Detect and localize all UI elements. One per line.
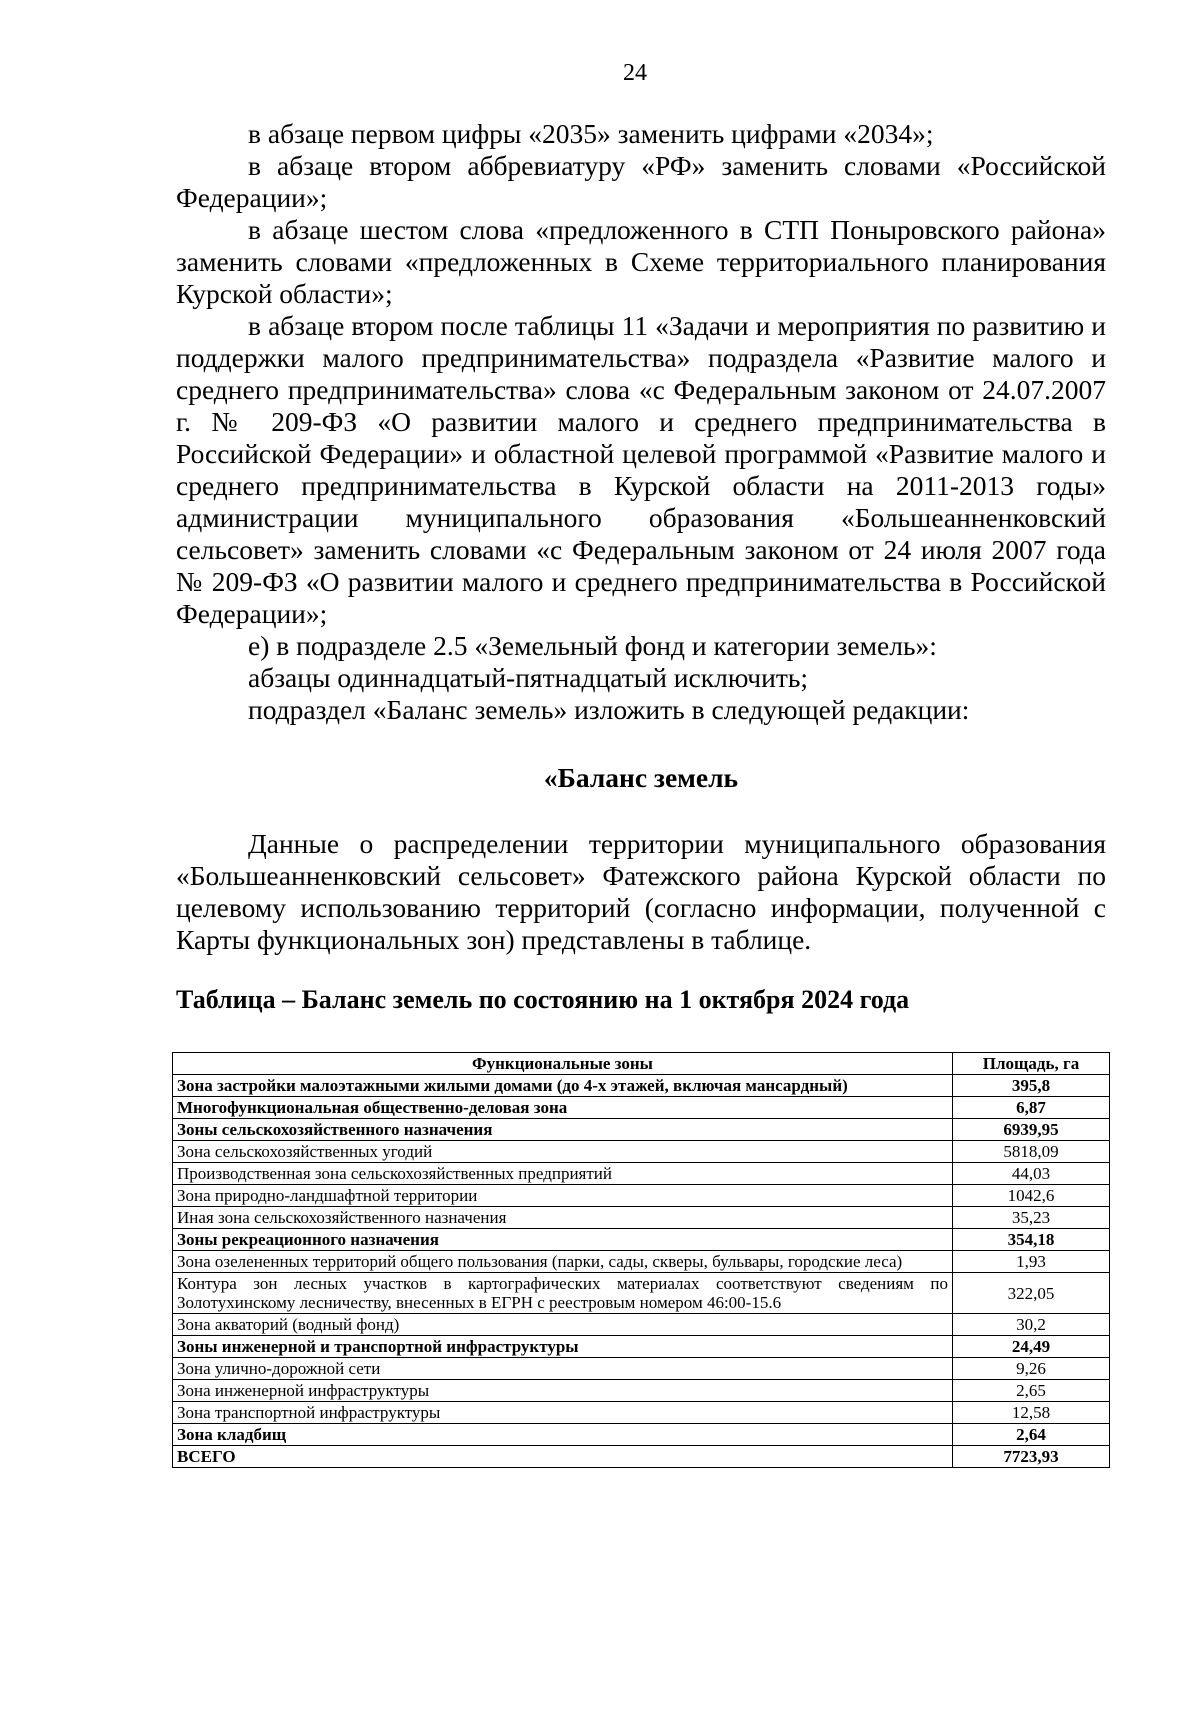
table-row	[173, 1358, 1110, 1380]
paragraph: в абзаце первом цифры «2035» заменить цифрами «2034»;	[248, 118, 934, 149]
zone-area-cell: 322,05	[953, 1273, 1110, 1314]
section-intro	[176, 828, 1106, 956]
zone-area-cell: 395,8	[953, 1075, 1110, 1097]
table-caption: Таблица – Баланс земель по состоянию на 1 октября 2024 года	[176, 985, 910, 1014]
zone-area-cell: 6939,95	[953, 1119, 1110, 1141]
land-balance-table	[172, 1052, 1110, 1468]
table-row	[173, 1314, 1110, 1336]
zone-name-cell: Зона природно-ландшафтной территории	[173, 1185, 953, 1207]
zone-area-cell: 1042,6	[953, 1185, 1110, 1207]
total-label-cell: ВСЕГО	[173, 1446, 953, 1468]
amendment-text	[176, 118, 1106, 726]
paragraph: в абзаце втором аббревиатуру «РФ» заменить словами «Российской Федерации»;	[176, 150, 1106, 213]
zone-name-cell: Контура зон лесных участков в картографических материалах соответствуют сведениям по Золотухинскому лесничеству, внесенных в ЕГРН с реестровым номером 46:00-15.6	[173, 1273, 953, 1314]
zone-area-cell: 24,49	[953, 1336, 1110, 1358]
zone-area-cell: 1,93	[953, 1251, 1110, 1273]
zone-name-cell: Зона кладбищ	[173, 1424, 953, 1446]
zone-name-cell: Производственная зона сельскохозяйственных предприятий	[173, 1163, 953, 1185]
land-balance-table-wrapper	[172, 1052, 1110, 1468]
table-body	[173, 1075, 1110, 1468]
zone-area-cell: 44,03	[953, 1163, 1110, 1185]
zone-area-cell: 12,58	[953, 1402, 1110, 1424]
paragraph: в абзаце шестом слова «предложенного в СТП Поныровского района» заменить словами «предложенных в Схеме территориального планирования Курской области»;	[176, 214, 1106, 309]
table-row	[173, 1119, 1110, 1141]
table-row	[173, 1251, 1110, 1273]
zone-area-cell: 2,64	[953, 1424, 1110, 1446]
table-row	[173, 1163, 1110, 1185]
zone-name-cell: Иная зона сельскохозяйственного назначения	[173, 1207, 953, 1229]
paragraph: абзацы одиннадцатый-пятнадцатый исключить;	[248, 662, 809, 693]
zone-area-cell: 35,23	[953, 1207, 1110, 1229]
zone-name-cell: Зона сельскохозяйственных угодий	[173, 1141, 953, 1163]
intro-paragraph: Данные о распределении территории муниципального образования «Большеанненковский сельсовет» Фатежского района Курской области по целевому использованию территорий (согласно информации, полученной с Карты функциональных зон) представлены в таблице.	[176, 828, 1106, 955]
zone-name-cell: Зона транспортной инфраструктуры	[173, 1402, 953, 1424]
paragraph: е) в подразделе 2.5 «Земельный фонд и категории земель»:	[248, 630, 937, 661]
zone-area-cell: 5818,09	[953, 1141, 1110, 1163]
zone-name-cell: Зона улично-дорожной сети	[173, 1358, 953, 1380]
paragraph: подраздел «Баланс земель» изложить в следующей редакции:	[248, 694, 970, 725]
zone-area-cell: 354,18	[953, 1229, 1110, 1251]
zone-name-cell: Зона акваторий (водный фонд)	[173, 1314, 953, 1336]
table-row	[173, 1229, 1110, 1251]
zone-area-cell: 2,65	[953, 1380, 1110, 1402]
paragraph: в абзаце втором после таблицы 11 «Задачи и мероприятия по развитию и поддержки малого предпринимательства» подраздела «Развитие малого и среднего предпринимательства» слова «с Федеральным законом от 24.07.2007 г. № 209-ФЗ «О развитии малого и среднего предпринимательства в Российской Федерации» и областной целевой программой «Развитие малого и среднего предпринимательства в Курской области на 2011-2013 годы» администрации муниципального образования «Большеанненковский сельсовет» заменить словами «с Федеральным законом от 24 июля 2007 года № 209-ФЗ «О развитии малого и среднего предпринимательства в Российской Федерации»;	[176, 310, 1106, 629]
zone-area-cell: 6,87	[953, 1097, 1110, 1119]
table-row	[173, 1141, 1110, 1163]
table-row	[173, 1380, 1110, 1402]
table-row	[173, 1336, 1110, 1358]
zone-name-cell: Зона инженерной инфраструктуры	[173, 1380, 953, 1402]
header-zone: Функциональные зоны	[173, 1053, 953, 1075]
table-row	[173, 1273, 1110, 1314]
table-header-row	[173, 1053, 1110, 1075]
zone-name-cell: Зоны сельскохозяйственного назначения	[173, 1119, 953, 1141]
table-row	[173, 1424, 1110, 1446]
table-total-row	[173, 1446, 1110, 1468]
section-title: «Баланс земель	[543, 762, 739, 793]
zone-name-cell: Зона озелененных территорий общего пользования (парки, сады, скверы, бульвары, городские леса)	[173, 1251, 953, 1273]
zone-name-cell: Зоны рекреационного назначения	[173, 1229, 953, 1251]
zone-name-cell: Зона застройки малоэтажными жилыми домами (до 4-х этажей, включая мансардный)	[173, 1075, 953, 1097]
total-area-cell: 7723,93	[953, 1446, 1110, 1468]
table-row	[173, 1402, 1110, 1424]
zone-area-cell: 9,26	[953, 1358, 1110, 1380]
zone-name-cell: Зоны инженерной и транспортной инфраструктуры	[173, 1336, 953, 1358]
zone-name-cell: Многофункциональная общественно-деловая зона	[173, 1097, 953, 1119]
page-number: 24	[623, 60, 647, 86]
table-row	[173, 1185, 1110, 1207]
table-row	[173, 1075, 1110, 1097]
header-area: Площадь, га	[953, 1053, 1110, 1075]
zone-area-cell: 30,2	[953, 1314, 1110, 1336]
table-row	[173, 1207, 1110, 1229]
table-row	[173, 1097, 1110, 1119]
